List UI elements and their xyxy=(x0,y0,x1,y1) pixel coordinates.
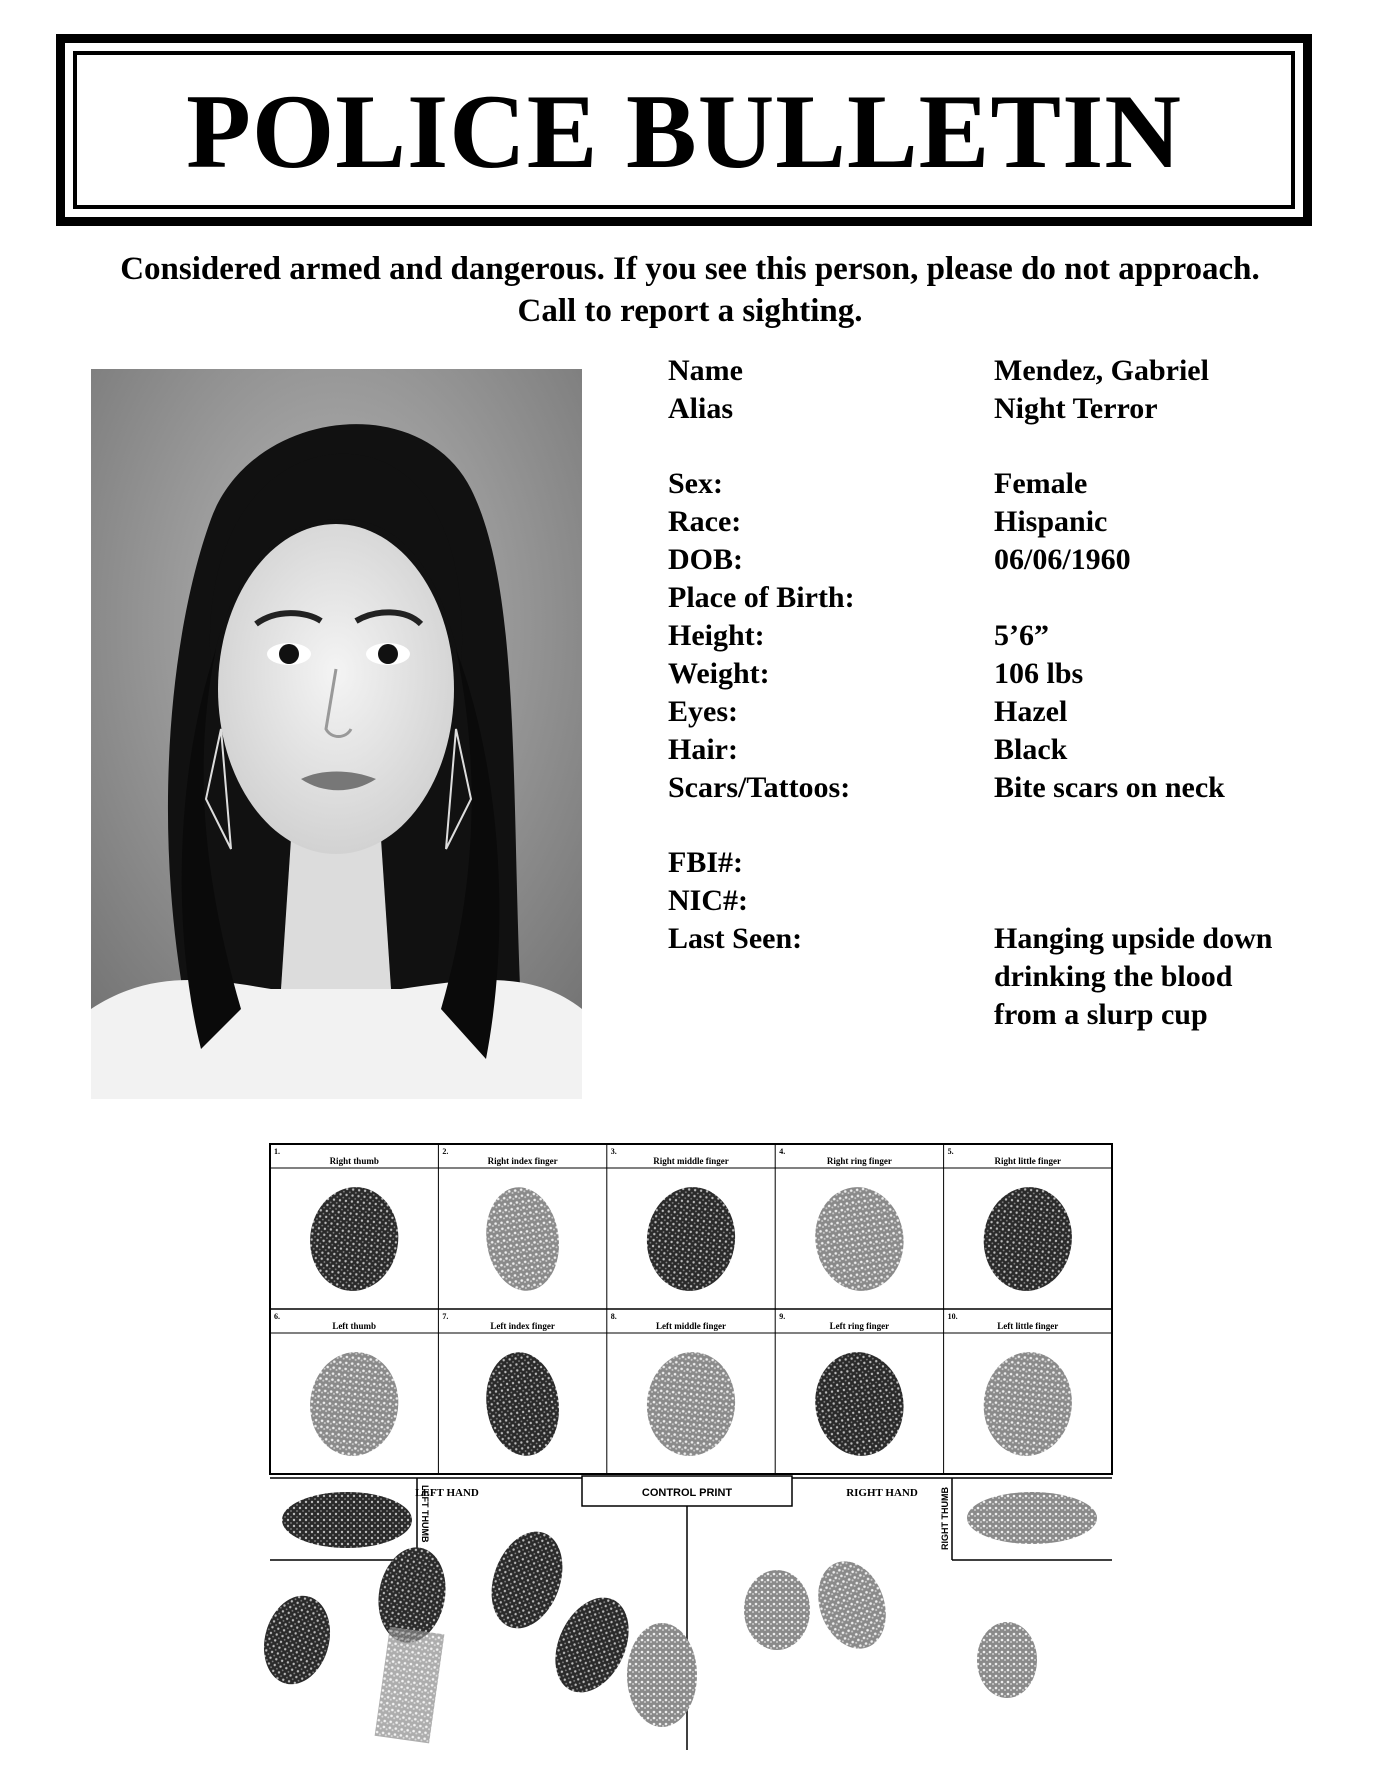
fingerprint-number: 10. xyxy=(947,1312,958,1321)
fingerprint-number: 1. xyxy=(274,1147,280,1156)
title-banner xyxy=(56,34,1312,226)
fingerprint-label: Left ring finger xyxy=(829,1321,890,1331)
fingerprint-label: Left thumb xyxy=(332,1321,377,1331)
banner-inner-frame xyxy=(73,51,1295,209)
info-label: Weight: xyxy=(668,657,770,690)
info-label: DOB: xyxy=(668,543,743,576)
right-hand-ring-print xyxy=(807,1552,898,1658)
banner-frame xyxy=(65,43,1303,217)
info-value: Hanging upside down xyxy=(994,922,1273,955)
fingerprint-label: Right middle finger xyxy=(653,1156,729,1166)
left-hand-index-print xyxy=(541,1586,643,1705)
right-hand-label: RIGHT HAND xyxy=(846,1487,918,1499)
info-value: Black xyxy=(994,733,1068,766)
fingerprint-number: 4. xyxy=(779,1147,786,1156)
fingerprint-number: 8. xyxy=(610,1312,617,1321)
fingerprint-number: 7. xyxy=(442,1312,449,1321)
info-label: Sex: xyxy=(668,467,723,500)
info-value: Night Terror xyxy=(994,392,1158,425)
fingerprint-label: Left index finger xyxy=(490,1321,555,1331)
info-value: from a slurp cup xyxy=(994,998,1208,1031)
info-label: Eyes: xyxy=(668,695,738,728)
fingerprint-label: Right thumb xyxy=(329,1156,379,1166)
left-hand-ring-finger xyxy=(375,1627,445,1744)
info-label: Race: xyxy=(668,505,742,538)
fingerprint-number: 9. xyxy=(779,1312,786,1321)
info-value: 106 lbs xyxy=(994,657,1084,690)
right-hand-little-print xyxy=(977,1622,1037,1698)
fingerprint-number: 3. xyxy=(610,1147,617,1156)
info-value: Hispanic xyxy=(994,505,1108,538)
info-label: NIC#: xyxy=(668,884,748,917)
info-value: Female xyxy=(994,467,1088,500)
info-value: 5’6” xyxy=(994,619,1049,652)
left-hand-label: LEFT HAND xyxy=(415,1487,479,1499)
mugshot-photo xyxy=(91,369,582,1099)
fingerprint-label: Left little finger xyxy=(997,1321,1059,1331)
info-label: Name xyxy=(668,354,743,387)
left-thumb-print xyxy=(282,1492,412,1548)
left-thumb-label: LEFT THUMB xyxy=(420,1485,430,1543)
info-value: 06/06/1960 xyxy=(994,543,1131,576)
right-thumb-print xyxy=(967,1492,1097,1544)
info-label: Alias xyxy=(668,392,734,425)
info-label: Scars/Tattoos: xyxy=(668,771,851,804)
fingerprint-label: Right index finger xyxy=(487,1156,558,1166)
right-thumb-label: RIGHT THUMB xyxy=(940,1487,950,1550)
info-label: Hair: xyxy=(668,733,738,766)
right-hand-middle-print xyxy=(744,1570,810,1650)
left-hand-middle-print xyxy=(479,1522,575,1639)
control-print-label: CONTROL PRINT xyxy=(641,1487,733,1499)
info-label: Last Seen: xyxy=(668,922,803,955)
info-value: Mendez, Gabriel xyxy=(994,354,1209,387)
fingerprint-number: 2. xyxy=(442,1147,449,1156)
fingerprint-number: 6. xyxy=(274,1312,280,1321)
left-hand-little-print xyxy=(262,1588,340,1691)
warning-text: Considered armed and dangerous. If you see this person, please do not approach. Call to report a sighting. xyxy=(120,251,1260,329)
fingerprint-label: Right ring finger xyxy=(826,1156,892,1166)
info-label: FBI#: xyxy=(668,846,743,879)
info-value: drinking the blood xyxy=(994,960,1233,993)
fingerprint-number: 5. xyxy=(947,1147,954,1156)
fingerprint-label: Right little finger xyxy=(994,1156,1062,1166)
info-label: Place of Birth: xyxy=(668,581,855,614)
page-title: POLICE BULLETIN xyxy=(186,73,1182,190)
info-value: Hazel xyxy=(994,695,1068,728)
fingerprint-card xyxy=(262,1140,1122,1760)
fingerprint-label: Left middle finger xyxy=(656,1321,726,1331)
info-label: Height: xyxy=(668,619,765,652)
info-value: Bite scars on neck xyxy=(994,771,1225,804)
right-hand-index-print xyxy=(627,1623,697,1727)
